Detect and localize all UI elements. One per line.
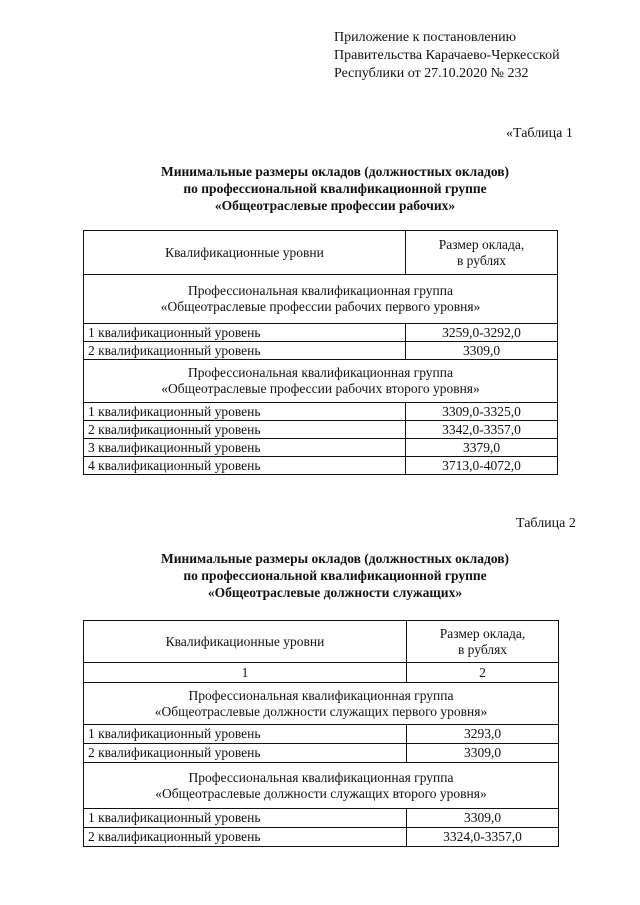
table-header-row bbox=[84, 231, 558, 275]
header-levels: Квалификационные уровни bbox=[84, 621, 407, 663]
salary-cell: 3379,0 bbox=[406, 439, 558, 457]
level-cell: 3 квалификационный уровень bbox=[84, 439, 406, 457]
column-number: 1 bbox=[84, 663, 407, 683]
caption-line: по профессиональной квалификационной группе bbox=[183, 181, 487, 196]
group-title-line: «Общеотраслевые профессии рабочих второго уровня» bbox=[161, 381, 480, 396]
table-row bbox=[84, 324, 558, 342]
caption-line: Минимальные размеры окладов (должностных окладов) bbox=[160, 551, 510, 566]
level-cell: 2 квалификационный уровень bbox=[84, 828, 407, 847]
group-title-line: Профессиональная квалификационная группа bbox=[188, 365, 453, 380]
salary-cell: 3309,0 bbox=[406, 342, 558, 360]
group-row bbox=[84, 683, 559, 725]
group-title bbox=[84, 275, 558, 324]
appendix-header bbox=[334, 29, 560, 83]
level-cell: 1 квалификационный уровень bbox=[84, 324, 406, 342]
group-title-line: «Общеотраслевые профессии рабочих первого уровня» bbox=[160, 299, 481, 314]
table2 bbox=[83, 620, 559, 847]
salary-cell: 3713,0-4072,0 bbox=[406, 457, 558, 475]
level-cell: 1 квалификационный уровень bbox=[84, 809, 407, 828]
header-salary-line: в рублях bbox=[457, 641, 508, 657]
table1-label: «Таблица 1 bbox=[506, 126, 573, 141]
column-number-row bbox=[84, 663, 559, 683]
table-row bbox=[84, 828, 559, 847]
caption-line: «Общеотраслевые должности служащих» bbox=[207, 585, 463, 600]
table-row bbox=[84, 342, 558, 360]
table-row bbox=[84, 457, 558, 475]
salary-cell: 3259,0-3292,0 bbox=[406, 324, 558, 342]
header-salary bbox=[406, 231, 558, 275]
salary-cell: 3309,0 bbox=[407, 809, 559, 828]
group-title bbox=[84, 763, 559, 809]
header-salary-line: Размер оклада, bbox=[438, 236, 525, 252]
group-row bbox=[84, 275, 558, 324]
caption-line: по профессиональной квалификационной группе bbox=[183, 568, 487, 583]
level-cell: 2 квалификационный уровень bbox=[84, 342, 406, 360]
table-header-row bbox=[84, 621, 559, 663]
salary-cell: 3293,0 bbox=[407, 725, 559, 744]
level-cell: 1 квалификационный уровень bbox=[84, 403, 406, 421]
level-cell: 2 квалификационный уровень bbox=[84, 744, 407, 763]
group-row bbox=[84, 763, 559, 809]
column-number: 2 bbox=[407, 663, 559, 683]
salary-cell: 3309,0-3325,0 bbox=[406, 403, 558, 421]
salary-cell: 3309,0 bbox=[407, 744, 559, 763]
caption-line: «Общеотраслевые профессии рабочих» bbox=[214, 198, 456, 213]
group-title bbox=[84, 360, 558, 403]
level-cell: 4 квалификационный уровень bbox=[84, 457, 406, 475]
table-row bbox=[84, 744, 559, 763]
table2-label: Таблица 2 bbox=[516, 516, 576, 531]
level-cell: 1 квалификационный уровень bbox=[84, 725, 407, 744]
salary-cell: 3324,0-3357,0 bbox=[407, 828, 559, 847]
group-title-line: «Общеотраслевые должности служащих второго уровня» bbox=[155, 785, 487, 801]
group-row bbox=[84, 360, 558, 403]
group-title-line: Профессиональная квалификационная группа bbox=[188, 769, 454, 785]
group-title-line: Профессиональная квалификационная группа bbox=[188, 283, 453, 298]
group-title-line: «Общеотраслевые должности служащих первого уровня» bbox=[154, 703, 488, 719]
table-row bbox=[84, 439, 558, 457]
table2-caption bbox=[90, 550, 580, 601]
group-title-line: Профессиональная квалификационная группа bbox=[188, 687, 454, 703]
header-salary-line: Размер оклада, bbox=[439, 625, 526, 641]
header-salary-line: в рублях bbox=[456, 252, 507, 268]
appendix-line: Правительства Карачаево-Черкесской bbox=[334, 48, 560, 63]
appendix-line: Республики от 27.10.2020 № 232 bbox=[334, 66, 529, 81]
level-cell: 2 квалификационный уровень bbox=[84, 421, 406, 439]
table1-caption bbox=[90, 163, 580, 214]
table-row bbox=[84, 421, 558, 439]
caption-line: Минимальные размеры окладов (должностных окладов) bbox=[160, 164, 510, 179]
header-levels: Квалификационные уровни bbox=[84, 231, 406, 275]
table-row bbox=[84, 403, 558, 421]
salary-cell: 3342,0-3357,0 bbox=[406, 421, 558, 439]
table-row bbox=[84, 809, 559, 828]
header-salary bbox=[407, 621, 559, 663]
appendix-line: Приложение к постановлению bbox=[334, 30, 517, 45]
group-title bbox=[84, 683, 559, 725]
table1 bbox=[83, 230, 558, 475]
table-row bbox=[84, 725, 559, 744]
